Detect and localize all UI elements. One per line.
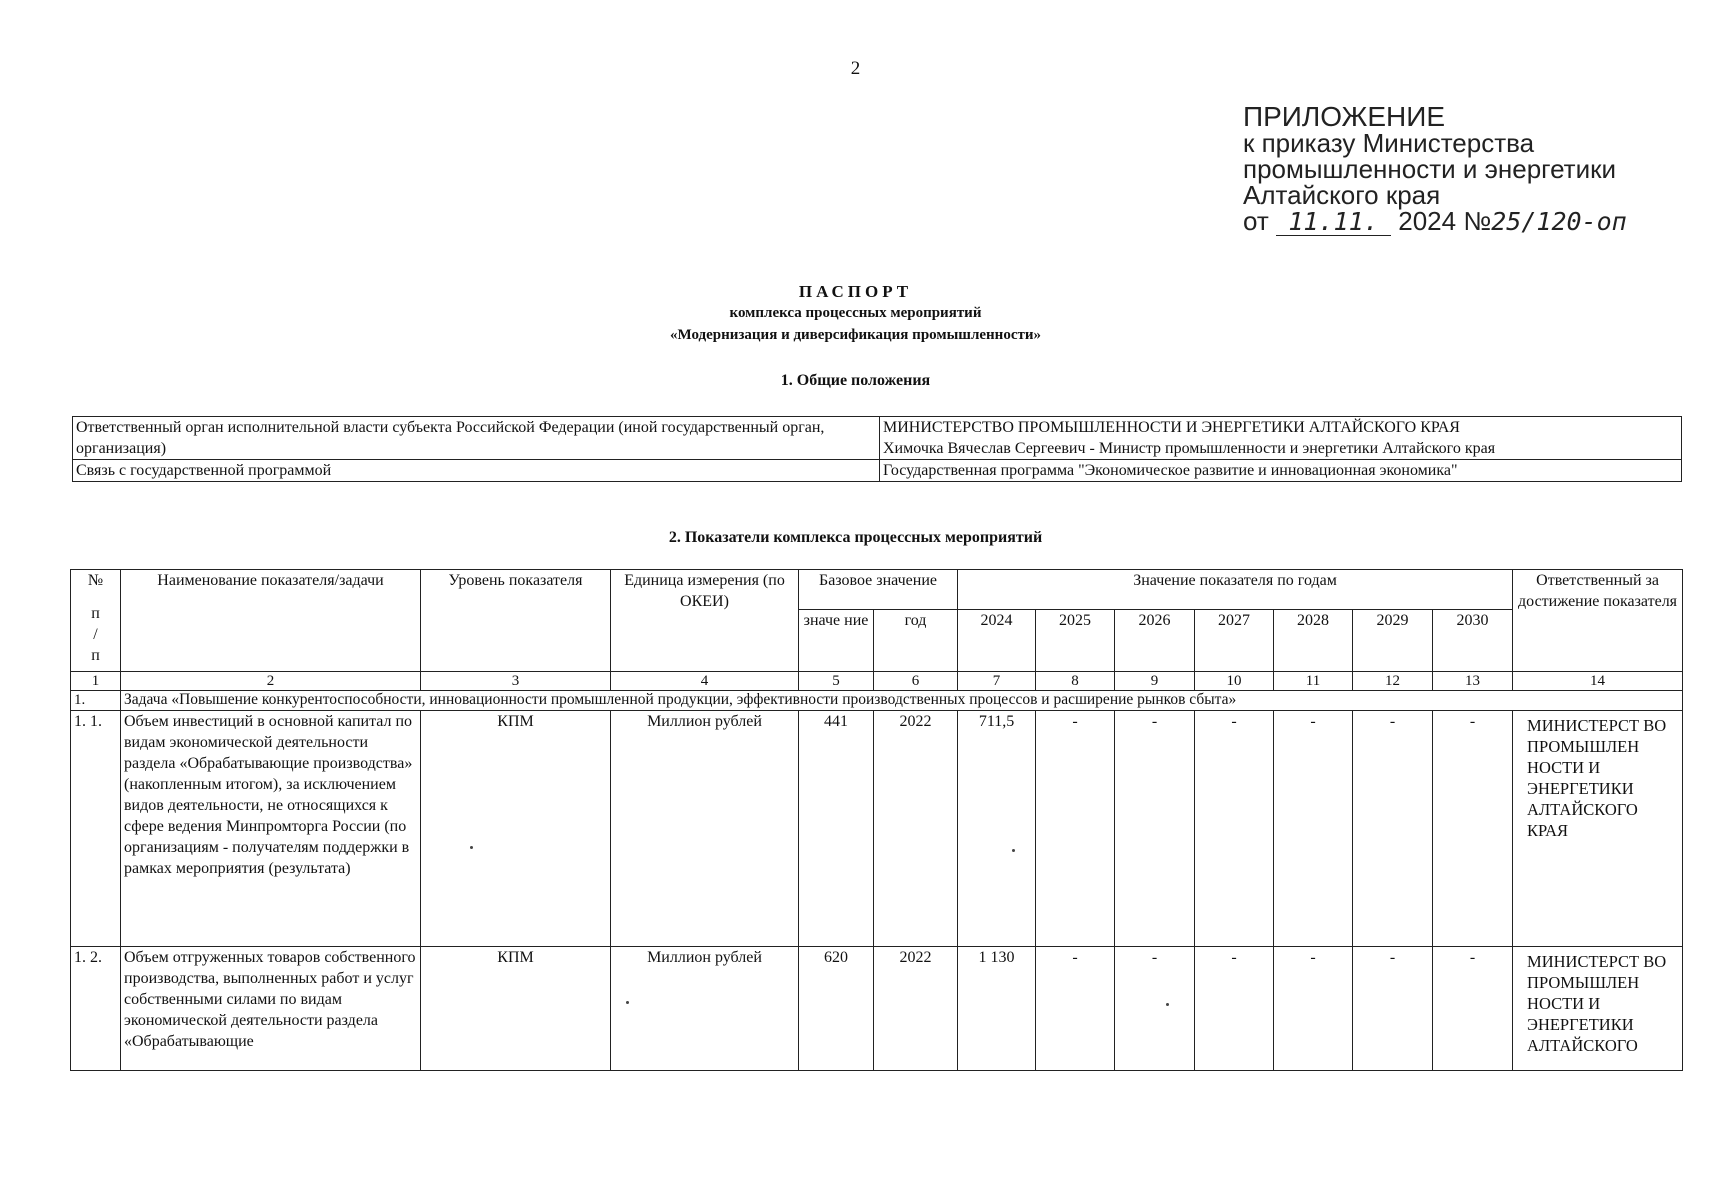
header-year-2024: 2024 xyxy=(958,610,1036,672)
row-value-2030: - xyxy=(1433,947,1513,1071)
row-value-2026: - xyxy=(1115,711,1195,947)
scan-speck xyxy=(626,1001,629,1004)
row-base-value: 441 xyxy=(799,711,874,947)
table-row xyxy=(73,460,1682,482)
row-base-value: 620 xyxy=(799,947,874,1071)
row-unit: Миллион рублей xyxy=(611,711,799,947)
scan-speck xyxy=(1012,849,1015,852)
header-num-cell xyxy=(71,570,121,672)
appendix-line2: промышленности и энергетики xyxy=(1243,154,1617,184)
header-num: № xyxy=(87,572,104,589)
appendix-signature-line xyxy=(1243,208,1627,236)
row-level: КПМ xyxy=(421,711,611,947)
task-num: 1. xyxy=(71,691,121,711)
col-number: 6 xyxy=(874,672,958,691)
header-year-2029: 2029 xyxy=(1353,610,1433,672)
header-year-2028: 2028 xyxy=(1274,610,1353,672)
row-name: Объем инвестиций в основной капитал по видам экономической деятельности раздела «Обрабатывающие производства» (накопленным итогом), за исключением видов деятельности, не относящихся к сфере ведения Минпромторга России (по организациям - получателям поддержки в рамках мероприятия (результата) xyxy=(121,711,421,947)
general-value-cell: Государственная программа "Экономическое развитие и инновационная экономика" xyxy=(880,460,1682,482)
row-value-2025: - xyxy=(1036,711,1115,947)
row-value-2030: - xyxy=(1433,711,1513,947)
from-label: от xyxy=(1243,206,1269,236)
passport-subtitle-2: «Модернизация и диверсификация промышленности» xyxy=(669,327,1041,343)
header-name: Наименование показателя/задачи xyxy=(121,570,421,672)
row-value-2028: - xyxy=(1274,711,1353,947)
header-row xyxy=(71,570,1683,610)
header-num-slash: / xyxy=(93,626,98,643)
col-number: 2 xyxy=(121,672,421,691)
row-level: КПМ xyxy=(421,947,611,1071)
general-label-cell: Ответственный орган исполнительной власти субъекта Российской Федерации (иной государственный орган, организация) xyxy=(73,417,880,460)
row-value-2027: - xyxy=(1195,947,1274,1071)
indicators-table xyxy=(70,569,1683,1071)
col-number: 14 xyxy=(1513,672,1683,691)
row-responsible: МИНИСТЕРСТ ВО ПРОМЫШЛЕН НОСТИ И ЭНЕРГЕТИКИ АЛТАЙСКОГО xyxy=(1513,947,1683,1071)
section2-title: 2. Показатели комплекса процессных мероприятий xyxy=(668,529,1043,546)
row-value-2028: - xyxy=(1274,947,1353,1071)
header-years-title: Значение показателя по годам xyxy=(958,570,1513,610)
passport-subtitle-1: комплекса процессных мероприятий xyxy=(729,305,982,321)
task-text: Задача «Повышение конкурентоспособности, инновационности промышленной продукции, эффективности производственных процессов и расширение рынков сбыта» xyxy=(121,691,1683,711)
col-number: 7 xyxy=(958,672,1036,691)
header-base-year: год xyxy=(874,610,958,672)
page-number: 2 xyxy=(850,58,861,79)
header-level: Уровень показателя xyxy=(421,570,611,672)
col-number: 5 xyxy=(799,672,874,691)
appendix-title: ПРИЛОЖЕНИЕ xyxy=(1243,101,1446,132)
section1-title: 1. Общие положения xyxy=(780,372,931,389)
table-row xyxy=(71,947,1683,1071)
general-value-cell xyxy=(880,417,1682,460)
col-number: 10 xyxy=(1195,672,1274,691)
header-year-2026: 2026 xyxy=(1115,610,1195,672)
row-value-2029: - xyxy=(1353,947,1433,1071)
table-row xyxy=(71,711,1683,947)
handwritten-order-number: 25/120-оп xyxy=(1491,207,1627,236)
header-base-value: значе ние xyxy=(799,610,874,672)
row-name: Объем отгруженных товаров собственного производства, выполненных работ и услуг собственными силами по видам экономической деятельности раздела «Обрабатывающие xyxy=(121,947,421,1071)
header-unit: Единица измерения (по ОКЕИ) xyxy=(611,570,799,672)
header-year-2025: 2025 xyxy=(1036,610,1115,672)
general-provisions-table xyxy=(72,416,1682,482)
row-value-2024: 1 130 xyxy=(958,947,1036,1071)
header-responsible: Ответственный за достижение показателя xyxy=(1513,570,1683,672)
scan-speck xyxy=(470,846,473,849)
order-year: 2024 № xyxy=(1398,206,1492,236)
appendix-line3: Алтайского края xyxy=(1243,180,1441,210)
table-row xyxy=(73,417,1682,460)
task-row xyxy=(71,691,1683,711)
row-responsible: МИНИСТЕРСТ ВО ПРОМЫШЛЕН НОСТИ И ЭНЕРГЕТИКИ АЛТАЙСКОГО КРАЯ xyxy=(1513,711,1683,947)
row-base-year: 2022 xyxy=(874,947,958,1071)
col-number: 3 xyxy=(421,672,611,691)
row-unit: Миллион рублей xyxy=(611,947,799,1071)
scan-speck xyxy=(1166,1003,1169,1006)
col-number: 13 xyxy=(1433,672,1513,691)
ministry-name: МИНИСТЕРСТВО ПРОМЫШЛЕННОСТИ И ЭНЕРГЕТИКИ АЛТАЙСКОГО КРАЯ xyxy=(883,419,1460,436)
appendix-block xyxy=(1243,101,1627,236)
col-number: 8 xyxy=(1036,672,1115,691)
passport-title: ПАСПОРТ xyxy=(798,282,913,301)
col-number: 11 xyxy=(1274,672,1353,691)
row-value-2029: - xyxy=(1353,711,1433,947)
col-number: 4 xyxy=(611,672,799,691)
row-value-2026: - xyxy=(1115,947,1195,1071)
header-base: Базовое значение xyxy=(799,570,958,610)
header-year-2030: 2030 xyxy=(1433,610,1513,672)
column-numbers-row xyxy=(71,672,1683,691)
header-num-p: п xyxy=(91,605,100,622)
row-value-2024: 711,5 xyxy=(958,711,1036,947)
header-year-2027: 2027 xyxy=(1195,610,1274,672)
header-num-p2: п xyxy=(91,647,100,664)
col-number: 1 xyxy=(71,672,121,691)
row-base-year: 2022 xyxy=(874,711,958,947)
handwritten-date: 11.11. xyxy=(1276,209,1391,236)
col-number: 9 xyxy=(1115,672,1195,691)
col-number: 12 xyxy=(1353,672,1433,691)
general-label-cell: Связь с государственной программой xyxy=(73,460,880,482)
row-num: 1. 2. xyxy=(71,947,121,1071)
row-value-2025: - xyxy=(1036,947,1115,1071)
row-num: 1. 1. xyxy=(71,711,121,947)
minister-name: Химочка Вячеслав Сергеевич - Министр промышленности и энергетики Алтайского края xyxy=(883,440,1496,457)
row-value-2027: - xyxy=(1195,711,1274,947)
appendix-line1: к приказу Министерства xyxy=(1243,128,1535,158)
